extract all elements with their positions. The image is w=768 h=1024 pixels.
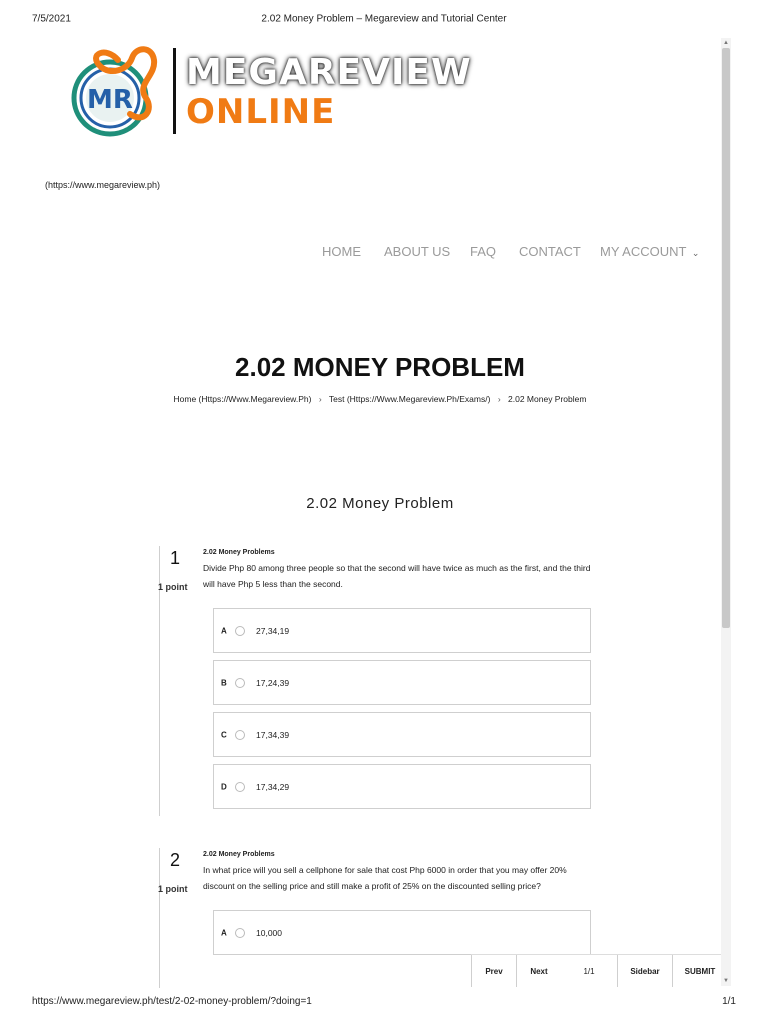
svg-text:MR: MR xyxy=(87,85,133,115)
nav-my-account-label: MY ACCOUNT xyxy=(600,244,687,259)
nav-about-us[interactable]: ABOUT US xyxy=(384,244,451,259)
nav-home[interactable]: HOME xyxy=(322,244,361,259)
option-text: 17,24,39 xyxy=(256,677,290,688)
nav-faq[interactable]: FAQ xyxy=(470,244,497,259)
logo-wordmark-online: ONLINE xyxy=(186,92,336,132)
breadcrumb-home[interactable]: Home (Https://Www.Megareview.Ph) xyxy=(173,394,312,404)
answer-option-b[interactable] xyxy=(213,660,591,705)
radio-button[interactable] xyxy=(235,928,245,938)
answer-option-a[interactable] xyxy=(213,608,591,653)
quiz-navigation-bar xyxy=(471,954,727,986)
logo-wordmark-megareview: MEGAREVIEW xyxy=(186,52,472,93)
answer-option-a[interactable] xyxy=(213,910,591,955)
submit-button[interactable]: SUBMIT xyxy=(684,966,716,976)
page-indicator: 1/1 xyxy=(583,966,595,976)
option-text: 17,34,39 xyxy=(256,729,290,740)
logo-divider xyxy=(173,48,176,134)
answer-option-d[interactable] xyxy=(213,764,591,809)
option-letter: D xyxy=(221,782,227,791)
question-text: In what price will you sell a cellphone for sale that cost Php 6000 in order that you may offer 20% discount on the selling price and still make a profit of 25% on the discounted selling price? xyxy=(203,865,567,891)
question-category: 2.02 Money Problems xyxy=(203,851,275,858)
radio-button[interactable] xyxy=(235,678,245,688)
breadcrumb xyxy=(0,394,760,404)
print-footer xyxy=(0,994,768,1024)
print-header xyxy=(0,0,768,25)
question-rule xyxy=(159,848,160,988)
question-number: 1 xyxy=(169,548,180,568)
option-text: 10,000 xyxy=(256,927,282,938)
option-text: 27,34,19 xyxy=(256,625,290,636)
vertical-scrollbar[interactable] xyxy=(721,38,731,986)
radio-button[interactable] xyxy=(235,782,245,792)
breadcrumb-separator: › xyxy=(318,394,322,404)
sidebar-button[interactable]: Sidebar xyxy=(630,966,660,976)
question-points: 1 point xyxy=(158,582,188,592)
option-text: 17,34,29 xyxy=(256,781,290,792)
chevron-down-icon: ⌄ xyxy=(691,248,700,258)
question-category: 2.02 Money Problems xyxy=(203,549,275,556)
logo-url-link[interactable]: (https://www.megareview.ph) xyxy=(45,180,161,190)
print-date: 7/5/2021 xyxy=(32,13,71,25)
breadcrumb-separator: › xyxy=(497,394,501,404)
option-letter: B xyxy=(221,678,227,687)
megareview-emblem-icon xyxy=(66,40,166,140)
option-letter: A xyxy=(221,626,227,635)
scrollbar-thumb[interactable] xyxy=(722,48,730,628)
breadcrumb-current: 2.02 Money Problem xyxy=(508,394,587,404)
answer-option-c[interactable] xyxy=(213,712,591,757)
page-title: 2.02 MONEY PROBLEM xyxy=(235,352,525,382)
question-points: 1 point xyxy=(158,884,188,894)
print-document-title: 2.02 Money Problem – Megareview and Tutorial Center xyxy=(261,13,507,25)
next-button[interactable]: Next xyxy=(530,966,548,976)
print-page-number: 1/1 xyxy=(722,996,736,1007)
option-letter: A xyxy=(221,928,227,937)
question-text: Divide Php 80 among three people so that the second will have twice as much as the first, and the third will have Php 5 less than the second. xyxy=(203,563,591,589)
radio-button[interactable] xyxy=(235,626,245,636)
nav-my-account[interactable] xyxy=(600,244,699,259)
scroll-up-arrow-icon[interactable]: ▲ xyxy=(723,40,729,46)
option-letter: C xyxy=(221,730,227,739)
site-logo[interactable] xyxy=(66,40,486,140)
print-url: https://www.megareview.ph/test/2-02-money-problem/?doing=1 xyxy=(32,996,312,1007)
breadcrumb-test[interactable]: Test (Https://Www.Megareview.Ph/Exams/) xyxy=(328,394,491,404)
question-number: 2 xyxy=(169,850,180,870)
radio-button[interactable] xyxy=(235,730,245,740)
prev-button[interactable]: Prev xyxy=(485,966,503,976)
scroll-down-arrow-icon[interactable]: ▼ xyxy=(723,978,729,984)
quiz-title: 2.02 Money Problem xyxy=(306,495,454,512)
nav-contact[interactable]: CONTACT xyxy=(519,244,581,259)
